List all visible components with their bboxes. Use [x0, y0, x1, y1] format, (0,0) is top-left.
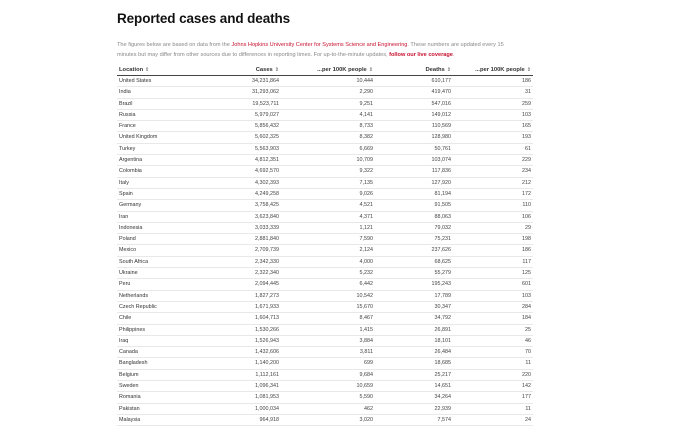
- deaths-cell: 26,891: [375, 324, 453, 335]
- cases-per-100k-cell: 10,444: [281, 76, 375, 87]
- deaths-per-100k-cell: 165: [453, 121, 533, 132]
- deaths-per-100k-cell: 220: [453, 369, 533, 380]
- deaths-per-100k-cell: 11: [453, 403, 533, 414]
- cases-per-100k-cell: 9,684: [281, 369, 375, 380]
- table-row: [117, 347, 533, 358]
- location-cell: United States: [117, 76, 217, 87]
- table-row: [117, 98, 533, 109]
- location-cell: Iraq: [117, 335, 217, 346]
- location-cell: Romania: [117, 392, 217, 403]
- location-cell: Malaysia: [117, 414, 217, 425]
- deaths-cell: 419,470: [375, 87, 453, 98]
- column-header-deaths[interactable]: [375, 64, 453, 76]
- table-row: [117, 392, 533, 403]
- deaths-cell: 149,012: [375, 109, 453, 120]
- column-label: Cases: [255, 66, 273, 73]
- deaths-per-100k-cell: 172: [453, 188, 533, 199]
- cases-table: [117, 64, 533, 426]
- cases-per-100k-cell: 9,251: [281, 98, 375, 109]
- sort-arrows-icon[interactable]: ⇕: [526, 66, 531, 73]
- location-cell: Poland: [117, 234, 217, 245]
- deaths-per-100k-cell: 142: [453, 381, 533, 392]
- cases-cell: 1,112,161: [217, 369, 281, 380]
- column-header-cases-per-100k[interactable]: [281, 64, 375, 76]
- table-row: [117, 211, 533, 222]
- cases-cell: 3,758,425: [217, 200, 281, 211]
- location-cell: Russia: [117, 109, 217, 120]
- live-coverage-link[interactable]: follow our live coverage: [389, 51, 453, 58]
- cases-per-100k-cell: 9,322: [281, 166, 375, 177]
- location-cell: Indonesia: [117, 222, 217, 233]
- cases-cell: 2,342,330: [217, 256, 281, 267]
- table-row: [117, 268, 533, 279]
- jhu-link[interactable]: Johns Hopkins University Center for Systems Science and Engineering: [231, 42, 408, 48]
- deaths-per-100k-cell: 70: [453, 347, 533, 358]
- deaths-per-100k-cell: 110: [453, 200, 533, 211]
- cases-per-100k-cell: 1,415: [281, 324, 375, 335]
- deaths-per-100k-cell: 117: [453, 256, 533, 267]
- deaths-cell: 127,920: [375, 177, 453, 188]
- cases-per-100k-cell: 2,124: [281, 245, 375, 256]
- location-cell: Sweden: [117, 381, 217, 392]
- cases-per-100k-cell: 4,141: [281, 109, 375, 120]
- deaths-cell: 30,347: [375, 301, 453, 312]
- deaths-per-100k-cell: 103: [453, 109, 533, 120]
- deaths-cell: 34,792: [375, 313, 453, 324]
- location-cell: Peru: [117, 279, 217, 290]
- cases-cell: 31,293,062: [217, 87, 281, 98]
- cases-cell: 2,709,739: [217, 245, 281, 256]
- intro-part-2: . These numbers are updated every 15 minutes but may differ from other sources due to differences in reporting times. For up-to-the-minute updates,: [117, 42, 504, 58]
- table-row: [117, 313, 533, 324]
- deaths-cell: 195,243: [375, 279, 453, 290]
- location-cell: Belgium: [117, 369, 217, 380]
- deaths-cell: 610,177: [375, 76, 453, 87]
- location-cell: United Kingdom: [117, 132, 217, 143]
- column-header-cases[interactable]: [217, 64, 281, 76]
- deaths-per-100k-cell: 106: [453, 211, 533, 222]
- cases-per-100k-cell: 4,521: [281, 200, 375, 211]
- deaths-cell: 68,625: [375, 256, 453, 267]
- deaths-cell: 26,484: [375, 347, 453, 358]
- cases-cell: 4,249,258: [217, 188, 281, 199]
- cases-per-100k-cell: 5,232: [281, 268, 375, 279]
- location-cell: Canada: [117, 347, 217, 358]
- location-cell: India: [117, 87, 217, 98]
- deaths-per-100k-cell: 103: [453, 290, 533, 301]
- intro-part-3: .: [452, 51, 455, 58]
- sort-arrows-icon[interactable]: ⇕: [274, 66, 279, 73]
- deaths-per-100k-cell: 198: [453, 234, 533, 245]
- cases-per-100k-cell: 10,542: [281, 290, 375, 301]
- table-row: [117, 290, 533, 301]
- deaths-per-100k-cell: 234: [453, 166, 533, 177]
- cases-cell: 5,563,903: [217, 143, 281, 154]
- table-row: [117, 324, 533, 335]
- deaths-cell: 50,761: [375, 143, 453, 154]
- column-header-deaths-per-100k[interactable]: [453, 64, 533, 76]
- deaths-cell: 103,074: [375, 155, 453, 166]
- table-row: [117, 87, 533, 98]
- deaths-per-100k-cell: 25: [453, 324, 533, 335]
- table-row: [117, 177, 533, 188]
- deaths-cell: 110,569: [375, 121, 453, 132]
- cases-per-100k-cell: 9,026: [281, 188, 375, 199]
- table-row: [117, 166, 533, 177]
- deaths-cell: 25,217: [375, 369, 453, 380]
- cases-per-100k-cell: 8,467: [281, 313, 375, 324]
- deaths-cell: 18,685: [375, 358, 453, 369]
- cases-per-100k-cell: 4,371: [281, 211, 375, 222]
- location-cell: Germany: [117, 200, 217, 211]
- cases-cell: 1,140,200: [217, 358, 281, 369]
- cases-cell: 4,692,570: [217, 166, 281, 177]
- deaths-cell: 79,032: [375, 222, 453, 233]
- table-row: [117, 335, 533, 346]
- table-row: [117, 143, 533, 154]
- table-row: [117, 381, 533, 392]
- cases-cell: 34,231,864: [217, 76, 281, 87]
- deaths-per-100k-cell: 184: [453, 313, 533, 324]
- deaths-per-100k-cell: 259: [453, 98, 533, 109]
- cases-cell: 5,602,325: [217, 132, 281, 143]
- cases-cell: 1,526,943: [217, 335, 281, 346]
- table-row: [117, 200, 533, 211]
- location-cell: Iran: [117, 211, 217, 222]
- deaths-cell: 128,980: [375, 132, 453, 143]
- deaths-cell: 91,505: [375, 200, 453, 211]
- deaths-per-100k-cell: 284: [453, 301, 533, 312]
- deaths-per-100k-cell: 229: [453, 155, 533, 166]
- location-cell: Turkey: [117, 143, 217, 154]
- location-cell: Spain: [117, 188, 217, 199]
- deaths-cell: 547,016: [375, 98, 453, 109]
- location-cell: Bangladesh: [117, 358, 217, 369]
- page-title: Reported cases and deaths: [117, 11, 291, 26]
- deaths-cell: 75,231: [375, 234, 453, 245]
- cases-cell: 1,604,713: [217, 313, 281, 324]
- table-row: [117, 188, 533, 199]
- cases-cell: 1,827,273: [217, 290, 281, 301]
- location-cell: Argentina: [117, 155, 217, 166]
- table-row: [117, 132, 533, 143]
- deaths-per-100k-cell: 31: [453, 87, 533, 98]
- deaths-cell: 7,574: [375, 414, 453, 425]
- deaths-cell: 117,836: [375, 166, 453, 177]
- location-cell: Ukraine: [117, 268, 217, 279]
- location-cell: Czech Republic: [117, 301, 217, 312]
- table-row: [117, 358, 533, 369]
- cases-cell: 2,881,840: [217, 234, 281, 245]
- cases-cell: 1,081,953: [217, 392, 281, 403]
- intro-text: [117, 41, 513, 60]
- cases-per-100k-cell: 7,590: [281, 234, 375, 245]
- deaths-cell: 22,939: [375, 403, 453, 414]
- cases-per-100k-cell: 10,659: [281, 381, 375, 392]
- location-cell: Netherlands: [117, 290, 217, 301]
- cases-cell: 1,671,933: [217, 301, 281, 312]
- deaths-cell: 14,651: [375, 381, 453, 392]
- deaths-per-100k-cell: 29: [453, 222, 533, 233]
- deaths-per-100k-cell: 601: [453, 279, 533, 290]
- table-row: [117, 109, 533, 120]
- deaths-per-100k-cell: 186: [453, 245, 533, 256]
- article-header: [117, 10, 513, 60]
- table-body: [117, 76, 533, 426]
- cases-per-100k-cell: 699: [281, 358, 375, 369]
- intro-part-1: The figures below are based on data from the: [117, 42, 232, 48]
- cases-per-100k-cell: 3,884: [281, 335, 375, 346]
- sort-arrows-icon[interactable]: ⇕: [145, 66, 150, 73]
- deaths-cell: 18,101: [375, 335, 453, 346]
- location-cell: South Africa: [117, 256, 217, 267]
- location-cell: Brazil: [117, 98, 217, 109]
- cases-cell: 1,000,034: [217, 403, 281, 414]
- cases-per-100k-cell: 1,121: [281, 222, 375, 233]
- sort-arrows-icon[interactable]: ⇕: [446, 66, 451, 73]
- table-row: [117, 369, 533, 380]
- cases-per-100k-cell: 6,669: [281, 143, 375, 154]
- column-label: Deaths: [425, 66, 445, 73]
- table-row: [117, 121, 533, 132]
- deaths-per-100k-cell: 24: [453, 414, 533, 425]
- deaths-per-100k-cell: 186: [453, 76, 533, 87]
- deaths-cell: 237,626: [375, 245, 453, 256]
- deaths-cell: 81,194: [375, 188, 453, 199]
- cases-per-100k-cell: 7,135: [281, 177, 375, 188]
- table-header-row: [117, 64, 533, 76]
- deaths-per-100k-cell: 193: [453, 132, 533, 143]
- table-row: [117, 245, 533, 256]
- table-row: [117, 222, 533, 233]
- cases-cell: 1,530,266: [217, 324, 281, 335]
- cases-per-100k-cell: 4,000: [281, 256, 375, 267]
- cases-per-100k-cell: 10,709: [281, 155, 375, 166]
- deaths-per-100k-cell: 46: [453, 335, 533, 346]
- deaths-per-100k-cell: 11: [453, 358, 533, 369]
- deaths-cell: 88,063: [375, 211, 453, 222]
- column-label: ...per 100K people: [317, 66, 367, 73]
- cases-cell: 1,432,606: [217, 347, 281, 358]
- column-label: ...per 100K people: [475, 66, 525, 73]
- deaths-per-100k-cell: 61: [453, 143, 533, 154]
- table-row: [117, 301, 533, 312]
- location-cell: Chile: [117, 313, 217, 324]
- location-cell: Mexico: [117, 245, 217, 256]
- cases-cell: 3,623,840: [217, 211, 281, 222]
- location-cell: Pakistan: [117, 403, 217, 414]
- location-cell: France: [117, 121, 217, 132]
- location-cell: Colombia: [117, 166, 217, 177]
- column-label: Location: [119, 66, 144, 73]
- cases-per-100k-cell: 462: [281, 403, 375, 414]
- table-row: [117, 256, 533, 267]
- deaths-per-100k-cell: 212: [453, 177, 533, 188]
- cases-per-100k-cell: 2,290: [281, 87, 375, 98]
- cases-cell: 19,523,711: [217, 98, 281, 109]
- cases-cell: 2,094,445: [217, 279, 281, 290]
- cases-per-100k-cell: 6,442: [281, 279, 375, 290]
- cases-per-100k-cell: 8,382: [281, 132, 375, 143]
- cases-cell: 2,322,340: [217, 268, 281, 279]
- cases-cell: 4,812,351: [217, 155, 281, 166]
- cases-per-100k-cell: 3,020: [281, 414, 375, 425]
- deaths-cell: 34,264: [375, 392, 453, 403]
- table-row: [117, 279, 533, 290]
- table-row: [117, 76, 533, 87]
- table-row: [117, 403, 533, 414]
- cases-per-100k-cell: 5,590: [281, 392, 375, 403]
- deaths-cell: 17,789: [375, 290, 453, 301]
- location-cell: Italy: [117, 177, 217, 188]
- table-row: [117, 155, 533, 166]
- cases-cell: 964,918: [217, 414, 281, 425]
- location-cell: Philippines: [117, 324, 217, 335]
- cases-cell: 1,096,341: [217, 381, 281, 392]
- sort-arrows-icon[interactable]: ⇕: [368, 66, 373, 73]
- table-row: [117, 414, 533, 425]
- table-row: [117, 234, 533, 245]
- cases-per-100k-cell: 15,670: [281, 301, 375, 312]
- cases-cell: 3,033,339: [217, 222, 281, 233]
- cases-cell: 4,302,393: [217, 177, 281, 188]
- cases-per-100k-cell: 3,811: [281, 347, 375, 358]
- deaths-cell: 55,279: [375, 268, 453, 279]
- column-header-location[interactable]: [117, 64, 217, 76]
- cases-cell: 5,856,432: [217, 121, 281, 132]
- deaths-per-100k-cell: 125: [453, 268, 533, 279]
- deaths-per-100k-cell: 177: [453, 392, 533, 403]
- cases-per-100k-cell: 8,733: [281, 121, 375, 132]
- cases-cell: 5,979,027: [217, 109, 281, 120]
